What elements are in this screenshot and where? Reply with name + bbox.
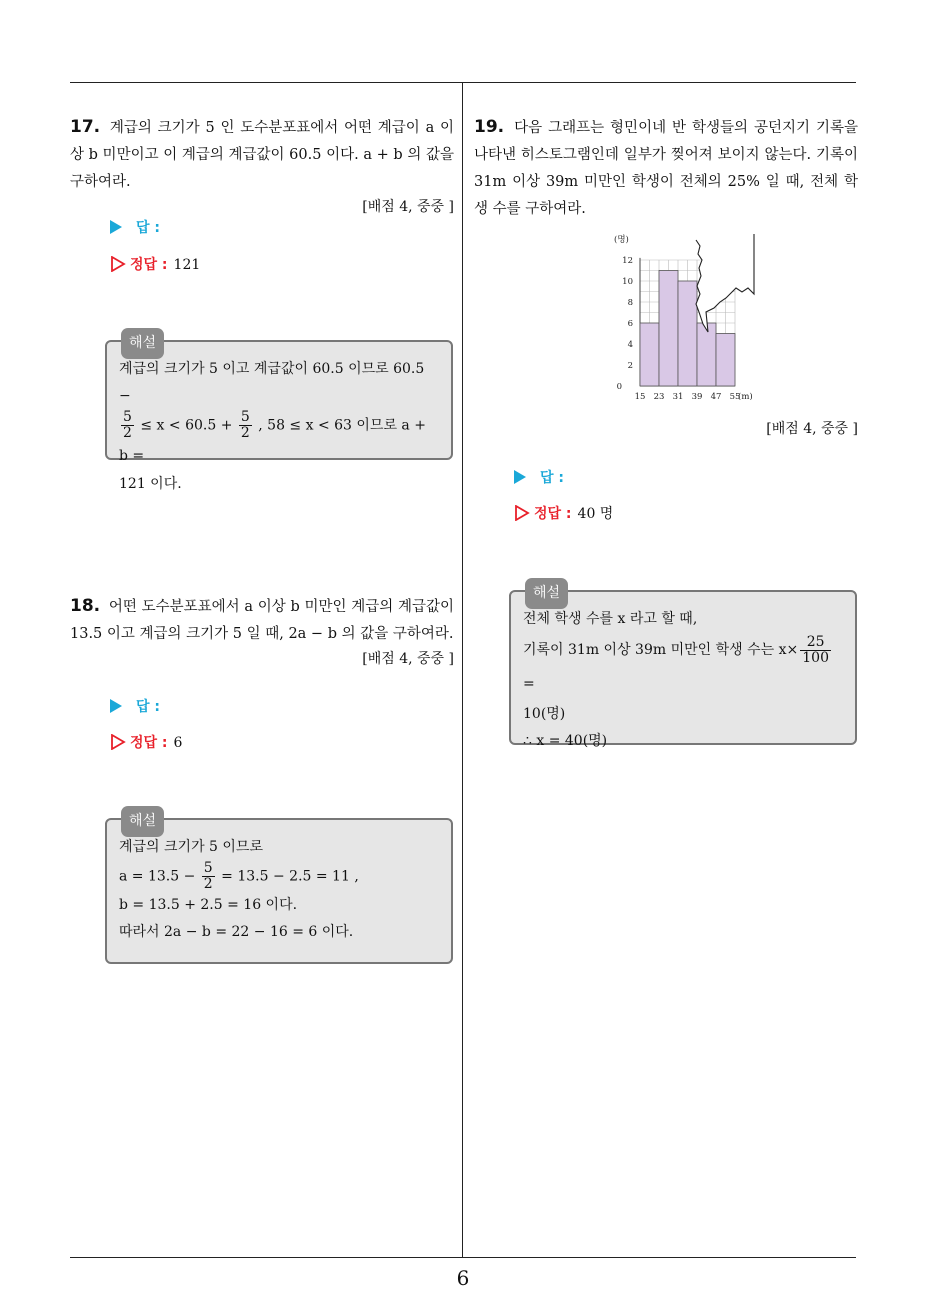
histogram-bar	[640, 323, 659, 386]
question-18-text	[70, 593, 454, 648]
solution-tag: 해설	[525, 578, 568, 609]
histogram-bar	[678, 281, 697, 386]
question-19	[474, 114, 858, 223]
x-tick-label: 39	[691, 392, 703, 400]
torn-region	[696, 234, 754, 332]
x-tick-label: 31	[672, 392, 684, 400]
solution-17-line-1: 계급의 크기가 5 이고 계급값이 60.5 이므로 60.5 −	[119, 361, 425, 404]
question-17-text	[70, 114, 454, 196]
question-18-score: [배점 4, 중중 ]	[362, 651, 454, 667]
answer-line-17[interactable]	[110, 217, 160, 237]
solution-box-18	[105, 813, 453, 964]
y-tick-label: 8	[627, 298, 633, 308]
solution-18-line-4: 따라서 2a − b = 22 − 16 = 6 이다.	[119, 924, 354, 940]
fraction: $\frac{5}{2}$	[203, 860, 213, 892]
solution-19-line-1: 전체 학생 수를 x 라고 할 때,	[523, 611, 698, 627]
solution-18-line-2: a = 13.5 − $\frac{5}{2}$ = 13.5 − 2.5 = 11 ,	[119, 860, 359, 892]
column-divider	[462, 82, 463, 1257]
answer-label: 답 :	[136, 220, 160, 236]
fraction: $\frac{25}{100}$	[802, 633, 829, 666]
question-18	[70, 593, 454, 673]
outline-triangle-icon	[514, 505, 530, 521]
solution-tag: 해설	[121, 328, 164, 359]
correct-value: 121	[173, 257, 201, 273]
correct-label: 정답 :	[534, 506, 572, 522]
y-tick-label: 6	[627, 319, 633, 329]
question-17-number: 17.	[70, 117, 101, 137]
solution-19-line-3: 10(명)	[523, 706, 566, 722]
question-17-score: [배점 4, 중중 ]	[362, 199, 454, 215]
histogram-bar	[697, 323, 716, 386]
answer-line-19[interactable]	[514, 467, 564, 487]
x-tick-label: 23	[653, 392, 665, 400]
x-axis-unit-label: (m)	[738, 392, 753, 400]
question-19-score: [배점 4, 중중 ]	[766, 421, 858, 437]
page-number: 6	[456, 1266, 470, 1290]
correct-answer-17	[110, 254, 200, 274]
x-tick-label: 55	[729, 392, 741, 400]
correct-answer-18	[110, 732, 182, 752]
torn-cover	[696, 234, 754, 332]
play-triangle-icon	[110, 699, 122, 713]
question-19-body: 다음 그래프는 형민이네 반 학생들의 공던지기 기록을 나타낸 히스토그램인데 일부가 찢어져 보이지 않는다. 기록이 31m 이상 39m 미만인 학생이 전체의 25% 일 때, 전체 학생 수를 구하여라.	[474, 120, 859, 217]
correct-value: 40 명	[577, 506, 614, 522]
y-tick-label: 10	[622, 277, 633, 287]
answer-label: 답 :	[136, 699, 160, 715]
question-17	[70, 114, 454, 221]
y-tick-label: 2	[627, 361, 633, 371]
question-18-body: 어떤 도수분포표에서 a 이상 b 미만인 계급의 계급값이 13.5 이고 계급의 크기가 5 일 때, 2a − b 의 값을 구하여라.	[70, 599, 455, 642]
solution-19-line-4: ∴ x = 40(명)	[523, 733, 608, 749]
question-17-body: 계급의 크기가 5 인 도수분포표에서 어떤 계급이 a 이상 b 미만이고 이 계급의 계급값이 60.5 이다. a + b 의 값을 구하여라.	[70, 120, 454, 190]
solution-box-19	[509, 585, 857, 749]
y-tick-label: 12	[622, 256, 633, 266]
histogram-bar	[716, 334, 735, 387]
solution-box-17	[105, 335, 453, 492]
fraction: $\frac{5}{2}$	[240, 409, 250, 441]
outline-triangle-icon	[110, 256, 126, 272]
outline-triangle-icon	[110, 734, 126, 750]
question-19-number: 19.	[474, 117, 505, 137]
correct-value: 6	[173, 735, 183, 751]
answer-line-18[interactable]	[110, 696, 160, 716]
y-tick-label: 4	[627, 340, 633, 350]
correct-answer-19	[514, 503, 613, 523]
bottom-rule	[70, 1257, 856, 1258]
correct-label: 정답 :	[130, 735, 168, 751]
solution-19-line-2: 기록이 31m 이상 39m 미만인 학생 수는 x× $\frac{25}{100}$ =	[523, 633, 829, 692]
histogram-bar	[659, 271, 678, 387]
question-18-number: 18.	[70, 596, 101, 616]
histogram-chart	[600, 228, 770, 400]
x-tick-label: 15	[634, 392, 646, 400]
answer-label: 답 :	[540, 470, 564, 486]
x-tick-label: 47	[710, 392, 722, 400]
solution-17-line-2: $\frac{5}{2}$ ≤ x < 60.5 + $\frac{5}{2}$ , 58 ≤ x < 63 이므로 a + b =	[119, 409, 426, 464]
top-rule	[70, 82, 856, 83]
fraction: $\frac{5}{2}$	[123, 409, 132, 441]
solution-17-line-3: 121 이다.	[119, 476, 182, 492]
solution-tag: 해설	[121, 806, 164, 837]
y-tick-label: 0	[616, 382, 622, 392]
play-triangle-icon	[514, 470, 526, 484]
correct-label: 정답 :	[130, 257, 168, 273]
y-axis-unit-label: (명)	[614, 235, 629, 245]
play-triangle-icon	[110, 220, 122, 234]
solution-18-line-1: 계급의 크기가 5 이므로	[119, 839, 263, 855]
solution-18-line-3: b = 13.5 + 2.5 = 16 이다.	[119, 897, 298, 913]
question-19-text	[474, 114, 858, 223]
